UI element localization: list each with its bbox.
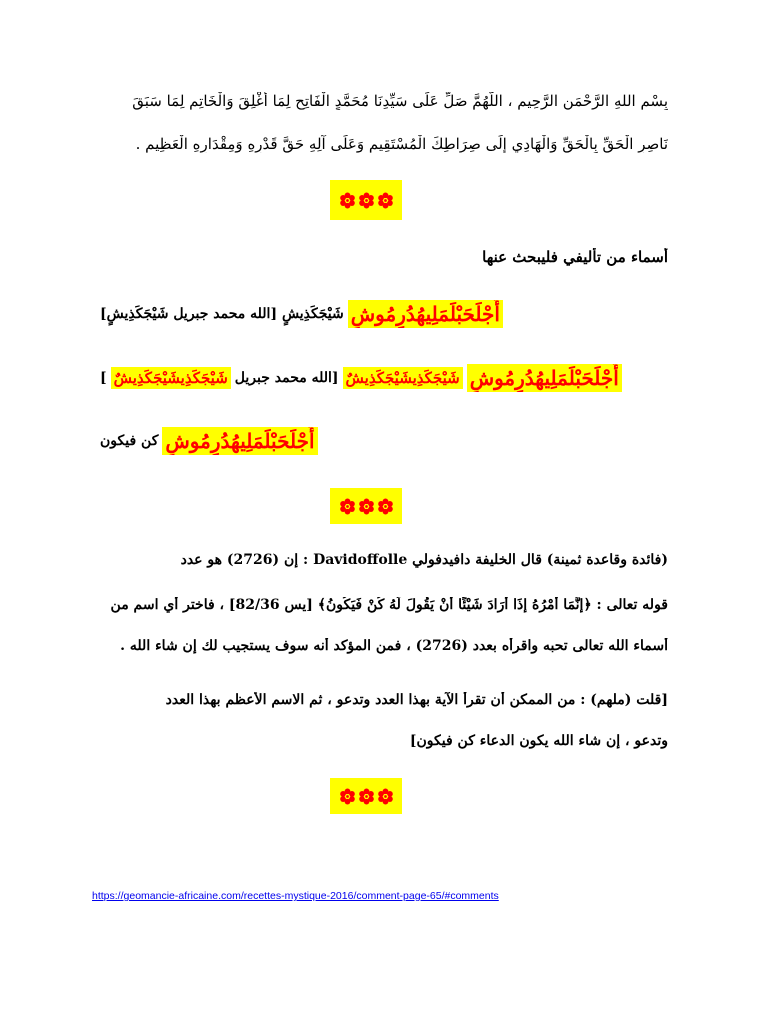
red-flower-icon [339,788,356,805]
name-close-bracket: ] [100,370,107,386]
paragraph-1-line-1: (فائدة وقاعدة ثمينة) قال الخليفة دافيدفولي Davidoffolle : إن (2726) هو عدد [180,552,668,568]
name-line-1 [100,300,668,328]
name-black-text: شَيْجَكَذِيشٍ [الله محمد جبريل شَيْجَكَذِيشٍ] [100,306,344,322]
paragraph-2-line-1: [قلت (ملهم) : من الممكن أن تقرأ الآية بهذا العدد وتدعو ، ثم الاسم الأعظم بهذا العدد [165,692,668,708]
source-link[interactable]: https://geomancie-africaine.com/recettes-mystique-2016/comment-page-65/#comments [92,890,499,902]
name-line-3 [100,427,668,455]
name-highlight-red-3: شَيْجَكَذِيشَيْجَكَذِيشٌ [111,367,231,389]
paragraph-1-line-2: قوله تعالى : ﴿إِنَّمَا أَمْرُهُ إِذَا أَرَادَ شَيْئًا أَنْ يَقُولَ لَهُ كُنْ فَيَكُونُ﴾ [يس 82/36] ، فاختر أي اسم من [110,597,668,613]
flower-divider-1 [330,180,402,220]
name-highlight-red: أَجْلَحَبْلَمَلِيهُدُرِمُوشٍ [162,427,317,455]
name-highlight-red: أَجْلَحَبْلَمَلِيهُدُرِمُوشٍ [467,364,622,392]
basmala-line-2: نَاصِرِ الْحَقِّ بِالْحَقِّ وَالْهَادِي إِلَى صِرَاطِكَ الْمُسْتَقِيمِ وَعَلَى آلِهِ حَقَّ قَدْرِهِ وَمِقْدَارِهِ الْعَظِيمِ . [135,135,668,153]
red-flower-icon [339,192,356,209]
red-flower-icon [358,788,375,805]
red-flower-icon [377,498,394,515]
red-flower-icon [377,192,394,209]
intro-text: أسماء من تأليفي فليبحث عنها [482,248,668,266]
flower-divider-2 [330,488,402,524]
red-flower-icon [339,498,356,515]
flower-divider-3 [330,778,402,814]
name-highlight-red: أَجْلَحَبْلَمَلِيهُدُرِمُوشٍ [348,300,503,328]
red-flower-icon [358,498,375,515]
name-black-text: كن فيكون [100,433,159,449]
name-highlight-red-2: شَيْجَكَذِيشَيْجَكَذِيشٌ [343,367,463,389]
red-flower-icon [377,788,394,805]
name-line-2 [100,364,668,392]
paragraph-2-line-2: وتدعو ، إن شاء الله يكون الدعاء كن فيكون] [409,733,668,749]
paragraph-1-line-3: أسماء الله تعالى تحبه واقرأه بعدد (2726) ، فمن المؤكد أنه سوف يستجيب لك إن شاء الله . [120,638,668,654]
red-flower-icon [358,192,375,209]
name-black-text: [الله محمد جبريل [234,370,339,386]
basmala-line-1: بِسْمِ اللهِ الرَّحْمَنِ الرَّحِيمِ ، اللَّهُمَّ صَلِّ عَلَى سَيِّدِنَا مُحَمَّدٍ الْفَاتِحِ لِمَا أُغْلِقَ وَالْخَاتِمِ لِمَا سَبَقَ [132,92,668,110]
